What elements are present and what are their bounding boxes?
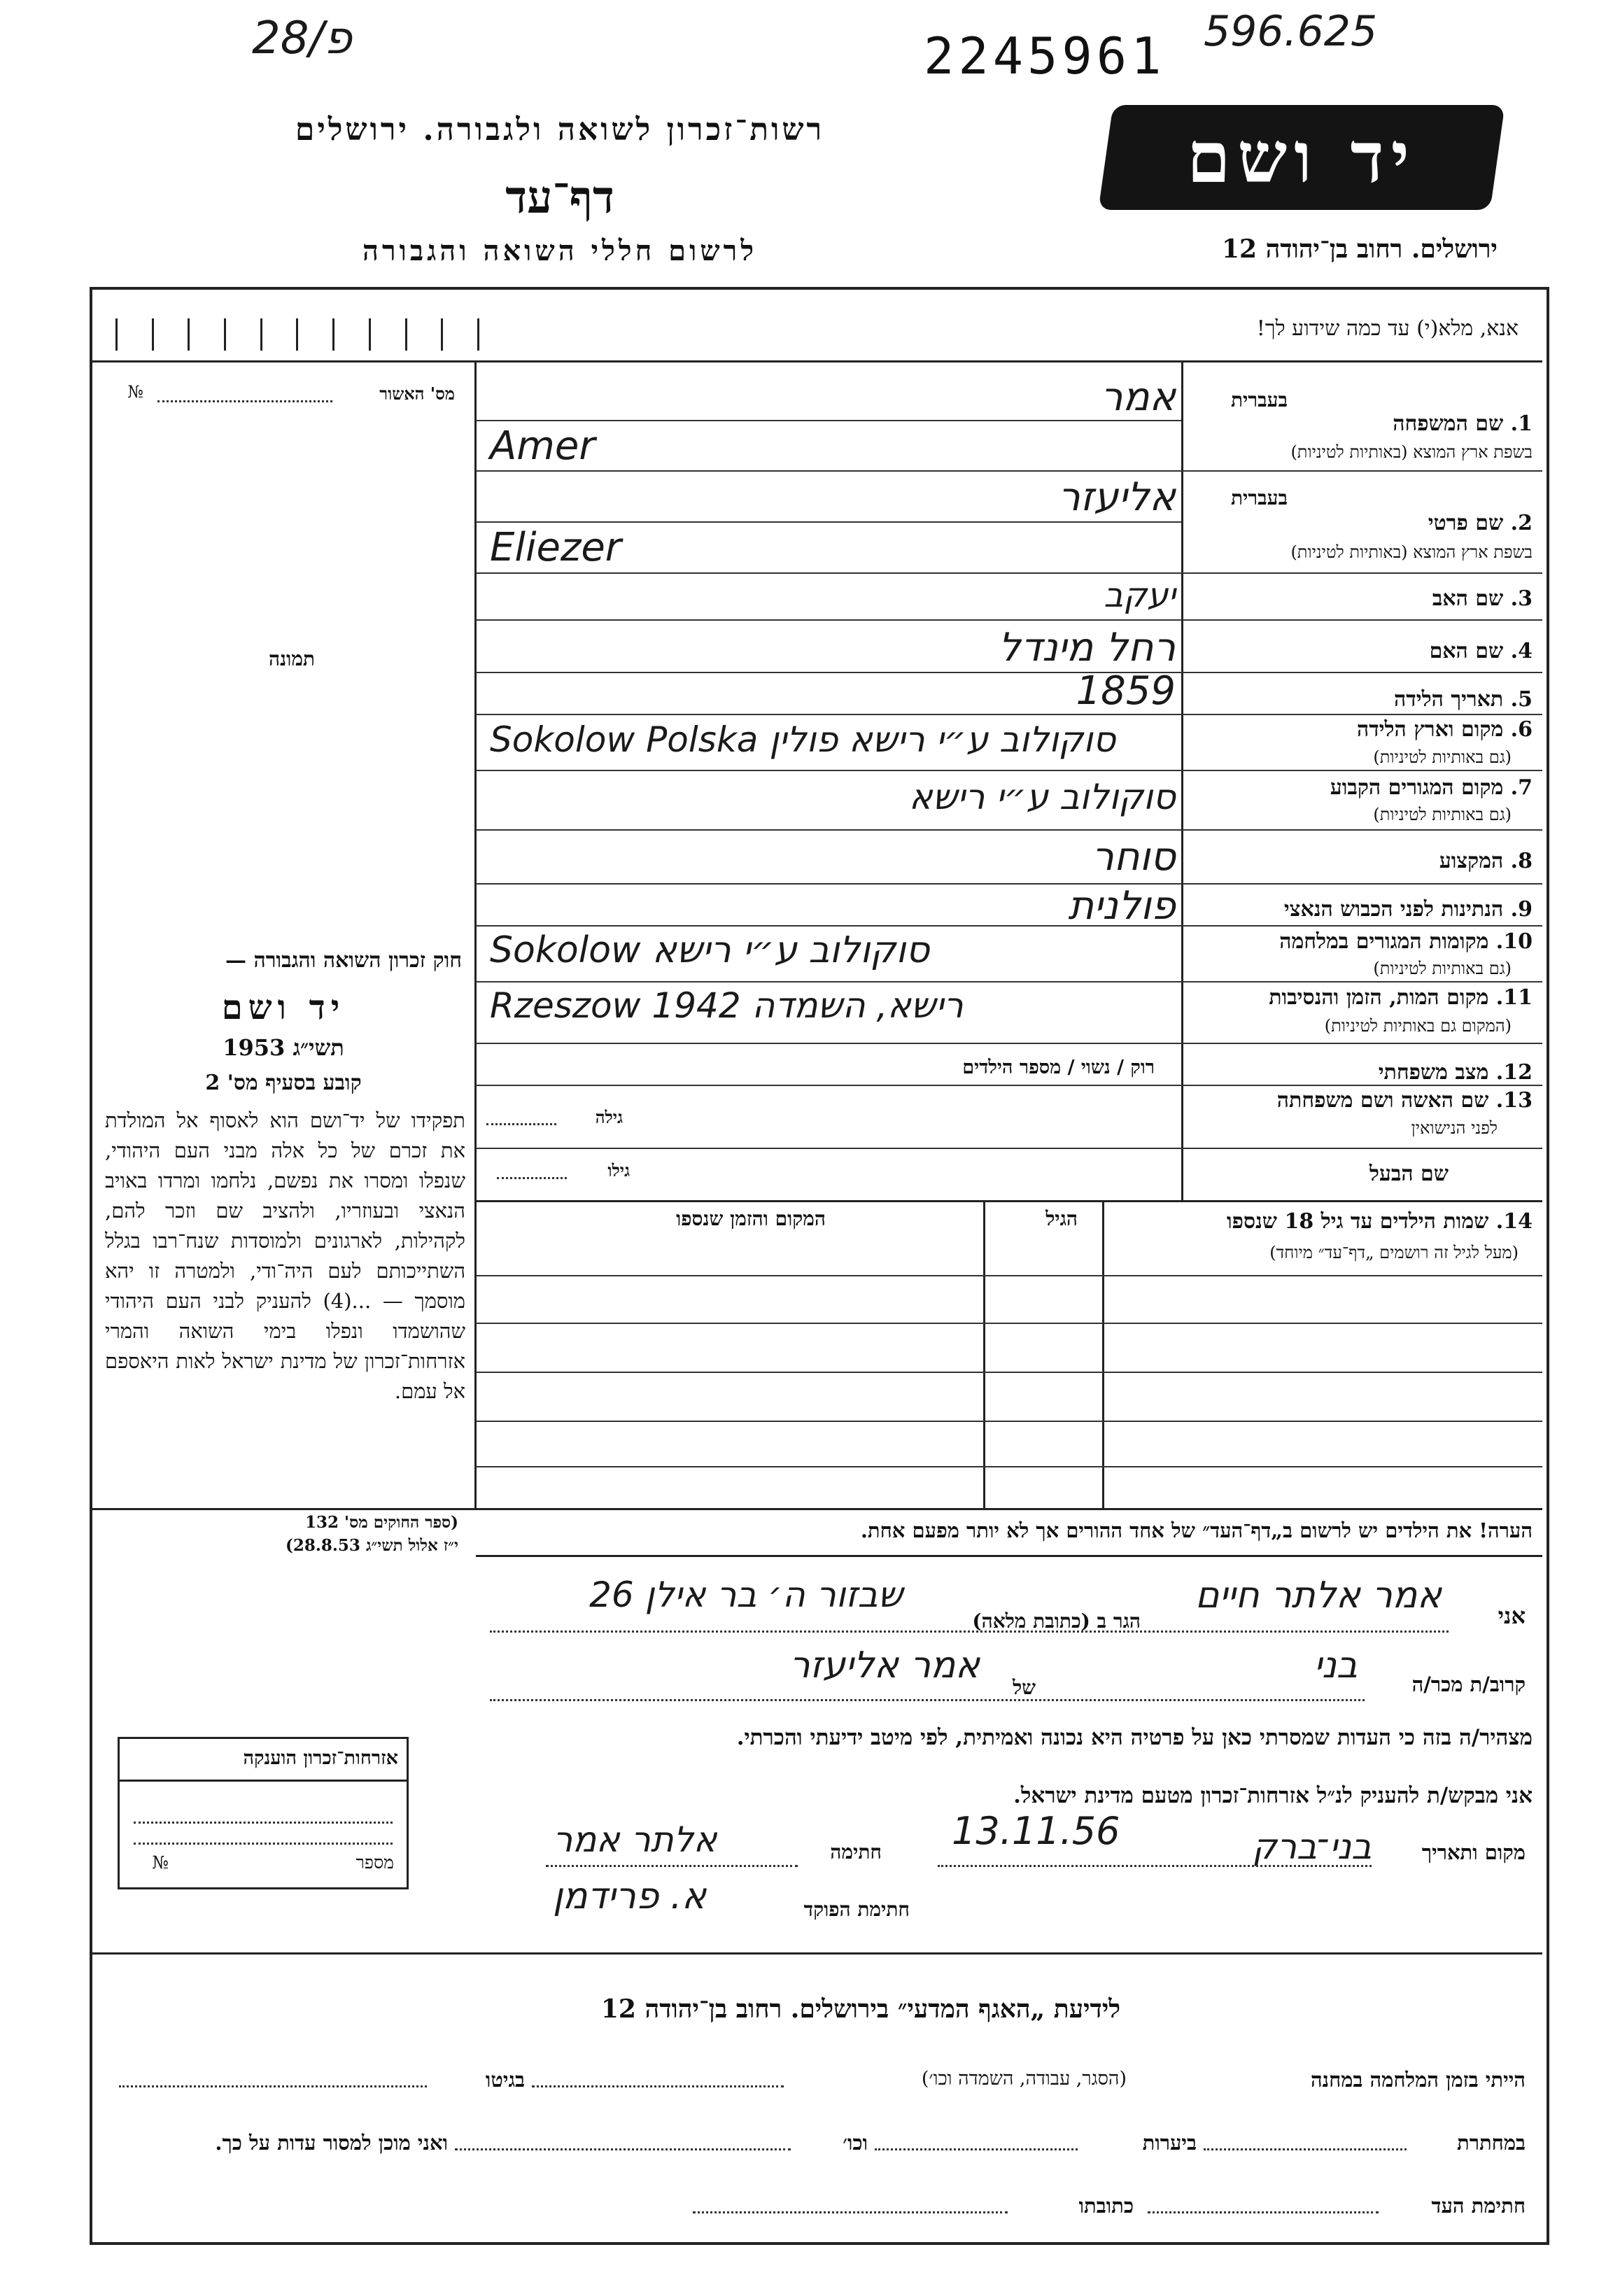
field-6-sub: (גם באותיות לטיניות) [1373,747,1512,767]
field-7-label: 7. מקום המגורים הקבוע [1330,775,1533,800]
footer-address-label: כתובתו [1078,2194,1134,2218]
hebrew-tag-2: בעברית [1230,486,1288,509]
declaration-request: אני מבקש/ת להעניק לנ״ל אזרחות־זכרון מטעם מדינת ישראל. [1013,1783,1533,1808]
instructions: אנא, מלא(י) עד כמה שידוע לך! [1256,316,1519,341]
children-col-age: הגיל [1045,1207,1078,1230]
footer-forests-label: ביערות [1142,2131,1197,2155]
relation-value: בני [1313,1644,1358,1686]
field-10-label: 10. מקומות המגורים במלחמה [1279,929,1533,954]
stamp-number-sign: № [152,1852,169,1873]
field-12-label: 12. מצב משפחתי [1378,1060,1533,1085]
field-9-label: 9. הנתינות לפני הכבוש הנאצי [1283,897,1533,922]
field-14-sub: (מעל לגיל זה רושמים „דף־עד״ מיוחד) [1269,1243,1519,1262]
citizenship: פולנית [1068,883,1176,929]
field-10-sub: (גם באותיות לטיניות) [1373,959,1512,978]
clerk-signature: א. פרידמן [553,1875,707,1917]
husband-label: שם הבעל [1369,1162,1449,1186]
form-title: דף־עד [505,171,614,224]
law-source-2: י״ז אלול תשי״ג 28.8.53) [286,1536,458,1555]
declaration-statement: מצהיר/ה בזה כי העדות שמסרתי כאן על פרטיה היא נכונה ואמיתית, לפי מיטב ידיעתי והכרתי. [736,1725,1533,1750]
footer-ghetto-label: בגיטו [485,2068,525,2092]
field-2-sub: בשפת ארץ המוצא (באותיות לטיניות) [1290,542,1533,562]
marital-options: רוק / נשוי / מספר הילדים [962,1057,1155,1078]
place-date-label: מקום ותאריך [1421,1840,1526,1864]
institution-name: רשות־זכרון לשואה ולגבורה. ירושלים [295,112,825,148]
field-5-label: 5. תאריך הלידה [1394,687,1533,712]
field-11-label: 11. מקום המות, הזמן והנסיבות [1269,985,1533,1010]
birth-date: 1859 [1076,668,1176,714]
wartime-residence: Sokolow סוקולוב ע״י רישא [490,929,930,971]
father-name: יעקב [1104,576,1176,615]
address-label: הגר ב (כתובת מלאה) [972,1610,1141,1633]
footer-etc-label: וכו׳ [843,2131,868,2155]
declarant-label: אני [1498,1603,1526,1629]
photo-label: תמונה [268,647,315,670]
footer-testimony-label: ואני מוכן למסור עדות על כך. [215,2131,448,2155]
mother-name: רחל מינדל [998,625,1176,670]
law-name: יד ושם [221,988,346,1027]
field-6-label: 6. מקום וארץ הלידה [1356,717,1533,742]
footer-underground-label: במחתרת [1457,2131,1526,2155]
first-name-hebrew: אליעזר [1058,474,1176,520]
field-14-label: 14. שמות הילדים עד גיל 18 שנספו [1226,1209,1533,1234]
wife-age-label: גילה [595,1107,623,1127]
residence: סוקולוב ע״י רישא [909,777,1176,817]
footer-title: לידיעת „האגף המדעי״ בירושלים. רחוב בן־יהודה 12 [600,1994,1121,2024]
surname-hebrew: אמר [1100,374,1176,420]
field-8-label: 8. המקצוע [1439,849,1533,873]
handwritten-catalog-number: 596.625 [1204,7,1378,56]
law-title: חוק זכרון השואה והגבורה — [225,948,462,973]
declarant-name: אמר אלתר חיים [1195,1575,1442,1617]
first-name-latin: Eliezer [490,525,621,570]
children-col-place: המקום והזמן שנספו [676,1207,826,1230]
hebrew-tag-1: בעברית [1230,388,1288,411]
death-place: Rzeszow רישא, השמדה 1942 [490,985,964,1026]
field-7-sub: (גם באותיות לטיניות) [1373,805,1512,824]
form-subtitle: לרשום חללי השואה והגבורה [362,234,758,267]
approval-number: № [127,382,143,402]
relation-label: קרוב/ת מכר/ה [1411,1672,1526,1696]
field-1-label: 1. שם המשפחה [1393,411,1533,436]
field-11-sub: (המקום גם באותיות לטיניות) [1324,1016,1512,1036]
husband-age-label: גילו [607,1160,630,1181]
stamp-number-label: מספר [355,1852,394,1873]
field-13-sub: לפני הנישואין [1411,1118,1498,1138]
law-year: תשי״ג 1953 [223,1034,344,1061]
law-text: תפקידו של יד־ושם הוא לאסוף אל המולדת את זכרם של כל אלה מבני העם היהודי, שנפלו ומסרו את נפשם, נלחמו ומרדו באויב הנאצי ובעוזריו, ולהציב שם וזכר להם, לקהילות, לארגונים ולמוסדות שנח־רבו בגלל השתייכותם לעם היה־ודי, ולמטרה זו יהא מוסמך — ...(4) להעניק לבני העם היהודי שהושמדו ונפלו בימי השואה והמרי אזרחות־זכרון של מדינת ישראל לאות היאספם אל עמם. [105,1108,465,1403]
of-label: של [1013,1676,1036,1699]
field-13-label: 13. שם האשה ושם משפחתה [1276,1088,1533,1113]
footer-camp-label: הייתי בזמן המלחמה במחנה [1310,2068,1526,2092]
declarant-signature: אלתר אמר [553,1819,717,1860]
handwritten-file-mark: 28/פ [252,13,352,64]
field-4-label: 4. שם האם [1429,639,1533,663]
signature-label: חתימה [830,1840,882,1864]
date-value: 13.11.56 [952,1809,1120,1853]
citizenship-stamp-box [118,1737,409,1889]
record-number: 2245961 [924,27,1166,85]
approval-label: מס' האשור [379,383,455,404]
footer-witness-signature-label: חתימת העד [1431,2194,1526,2218]
field-2-label: 2. שם פרטי [1428,511,1533,535]
profession: סוחר [1092,834,1176,880]
stamp-title: אזרחות־זכרון הוענקה [243,1747,398,1769]
declarant-address: שבזור ה׳ בר אילן 26 [589,1575,903,1615]
address-line: ירושלים. רחוב בן־יהודה 12 [1221,234,1498,264]
surname-latin: Amer [490,423,596,469]
tick-marks [115,318,479,351]
place-value: בני־ברק [1252,1826,1372,1867]
deceased-name: אמר אליעזר [789,1644,980,1686]
footer-camp-types: (הסגר, עבודה, השמדה וכו׳) [921,2068,1127,2090]
field-1-sub: בשפת ארץ המוצא (באותיות לטיניות) [1290,442,1533,462]
law-source-1: (ספר החוקים מס' 132 [305,1513,458,1532]
children-note: הערה! את הילדים יש לרשום ב„דף־העד״ של אחד ההורים אך לא יותר מפעם אחת. [860,1519,1533,1542]
clerk-signature-label: חתימת הפוקד [803,1898,910,1921]
law-section: קובע בסעיף מס' 2 [205,1071,362,1095]
yad-vashem-logo: יד ושם [1098,105,1505,210]
birth-place: Sokolow Polska סוקולוב ע״י רישא פולין [490,719,1116,760]
field-3-label: 3. שם האב [1432,586,1533,611]
